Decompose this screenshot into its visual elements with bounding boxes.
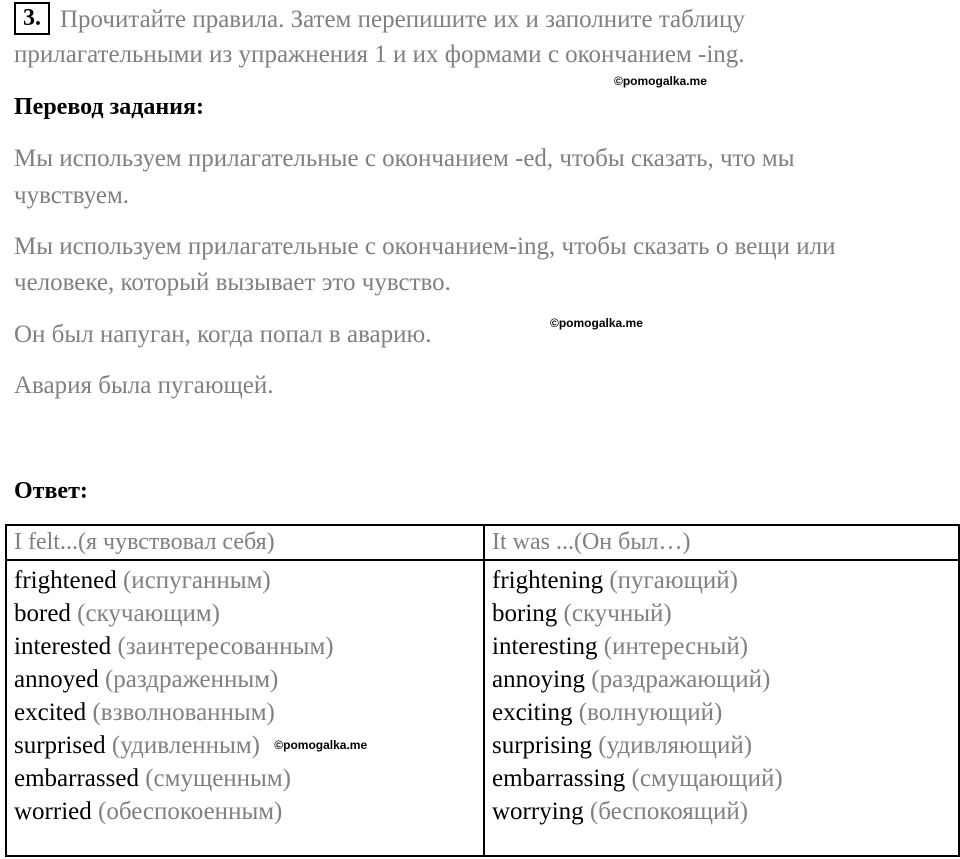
translation: (взволнованным) [92, 699, 275, 726]
list-item [492, 597, 958, 630]
translation: (раздражающий) [591, 666, 771, 693]
word: boring [492, 600, 558, 627]
translation: (интересный) [603, 633, 749, 660]
list-item [14, 597, 483, 630]
translation: (раздраженным) [104, 666, 279, 693]
list-item [14, 630, 483, 663]
translation: (пугающий) [609, 567, 738, 594]
paragraph-1-line-2: чувствуем. [14, 182, 130, 209]
table-header-row [6, 525, 959, 560]
word: annoyed [14, 666, 99, 693]
word: exciting [492, 699, 573, 726]
word: embarrassed [14, 765, 139, 792]
list-item [14, 729, 483, 762]
translation: (смущающий) [631, 765, 783, 792]
word: interested [14, 633, 112, 660]
translation-heading: Перевод задания: [14, 94, 204, 120]
list-item [492, 663, 958, 696]
word: frightening [492, 567, 604, 594]
task-text-line-1: Прочитайте правила. Затем перепишите их и заполните таблицу [60, 6, 745, 33]
table-header-right: It was ...(Он был…) [484, 525, 959, 560]
word: bored [14, 600, 71, 627]
translation: (скучный) [563, 600, 672, 627]
translation: (испуганным) [122, 567, 271, 594]
list-item [492, 564, 958, 597]
paragraph-2-line-1: Мы используем прилагательные с окончанием-ing, чтобы сказать о вещи или [14, 233, 836, 260]
paragraph-2-line-2: человеке, который вызывает это чувство. [14, 269, 451, 296]
translation: (удивленным) [111, 732, 261, 759]
word: excited [14, 699, 87, 726]
list-item [492, 696, 958, 729]
word: worrying [492, 798, 584, 825]
word: worried [14, 798, 92, 825]
task-text-line-2: прилагательными из упражнения 1 и их формами с окончанием -ing. [14, 41, 745, 68]
table-body-row [6, 560, 959, 856]
word: interesting [492, 633, 598, 660]
paragraph-3: Он был напуган, когда попал в аварию. [14, 321, 432, 348]
answer-table [5, 524, 960, 857]
watermark: ©pomogalka.me [550, 316, 643, 330]
answer-heading: Ответ: [14, 478, 88, 504]
word: embarrassing [492, 765, 626, 792]
task-number: 3. [14, 2, 50, 35]
word: frightened [14, 567, 117, 594]
list-item [492, 630, 958, 663]
word: surprising [492, 732, 592, 759]
table-header-left: I felt...(я чувствовал себя) [6, 525, 484, 560]
list-item [14, 795, 483, 828]
word: annoying [492, 666, 586, 693]
translation: (заинтересованным) [117, 633, 334, 660]
translation: (волнующий) [578, 699, 723, 726]
list-item [492, 795, 958, 828]
list-item [492, 762, 958, 795]
task-line-1 [14, 2, 745, 37]
list-item [14, 696, 483, 729]
translation: (беспокоящий) [589, 798, 749, 825]
translation: (удивляющий) [598, 732, 753, 759]
translation: (обеспокоенным) [98, 798, 283, 825]
watermark: ©pomogalka.me [274, 738, 368, 752]
paragraph-4: Авария была пугающей. [14, 372, 274, 399]
translation: (смущенным) [145, 765, 291, 792]
list-item [14, 564, 483, 597]
right-column [484, 560, 959, 856]
list-item [492, 729, 958, 762]
word: surprised [14, 732, 106, 759]
paragraph-1-line-1: Мы используем прилагательные с окончанием -ed, чтобы сказать, что мы [14, 145, 795, 172]
list-item [14, 663, 483, 696]
list-item [14, 762, 483, 795]
left-column [6, 560, 484, 856]
watermark: ©pomogalka.me [614, 74, 707, 88]
translation: (скучающим) [77, 600, 221, 627]
